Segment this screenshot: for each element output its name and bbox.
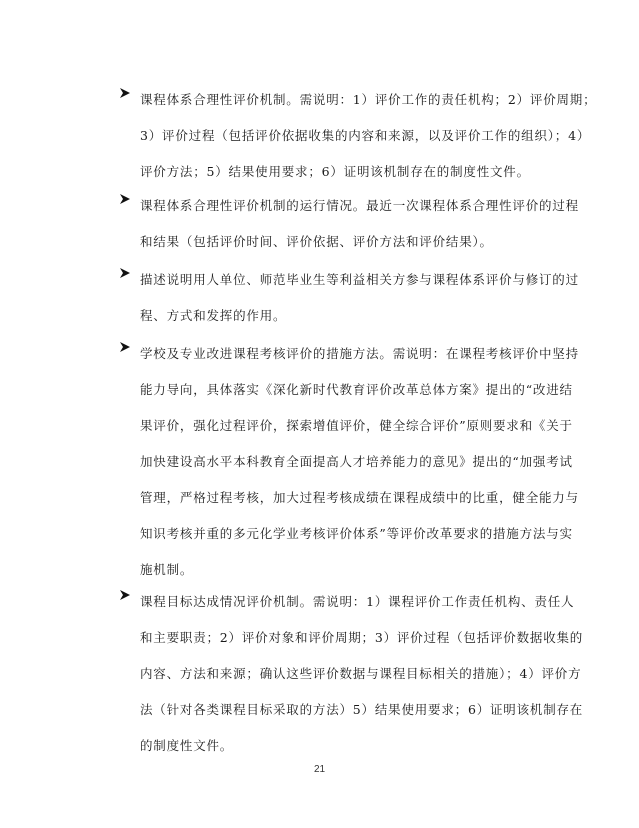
text-line: 程、方式和发挥的作用。 — [140, 308, 287, 323]
text-line: 内容、方法和来源；确认这些评价数据与课程目标相关的措施）；4）评价方 — [140, 666, 582, 681]
bullet-item-3 — [140, 262, 579, 334]
bullet-item-5 — [140, 584, 584, 764]
text-line: 学校及专业改进课程考核评价的措施方法。需说明：在课程考核评价中坚持 — [140, 346, 579, 361]
arrow-bullet-icon — [118, 340, 132, 354]
text-line: 和结果（包括评价时间、评价依据、评价方法和评价结果）。 — [140, 234, 493, 249]
text-line: 课程目标达成情况评价机制。需说明：1）课程评价工作责任机构、责任人 — [140, 594, 575, 609]
text-line: 加快建设高水平本科教育全面提高人才培养能力的意见》提出的“加强考试 — [140, 454, 573, 469]
text-line: 能力导向，具体落实《深化新时代教育评价改革总体方案》提出的“改进结 — [140, 382, 573, 397]
text-line: 3）评价过程（包括评价依据收集的内容和来源，以及评价工作的组织）；4） — [140, 128, 591, 143]
arrow-bullet-icon — [118, 588, 132, 602]
text-line: 法（针对各类课程目标采取的方法）5）结果使用要求；6）证明该机制存在 — [140, 702, 584, 717]
text-line: 果评价，强化过程评价，探索增值评价，健全综合评价”原则要求和《关于 — [140, 418, 573, 433]
text-line: 施机制。 — [140, 562, 194, 577]
text-line: 课程体系合理性评价机制的运行情况。最近一次课程体系合理性评价的过程 — [140, 198, 579, 213]
text-line: 和主要职责；2）评价对象和评价周期；3）评价过程（包括评价数据收集的 — [140, 630, 584, 645]
text-line: 的制度性文件。 — [140, 738, 234, 753]
bullet-item-4 — [140, 336, 579, 588]
text-line: 知识考核并重的多元化学业考核评价体系”等评价改革要求的措施方法与实 — [140, 526, 573, 541]
arrow-bullet-icon — [118, 86, 132, 100]
arrow-bullet-icon — [118, 266, 132, 280]
text-line: 评价方法；5）结果使用要求；6）证明该机制存在的制度性文件。 — [140, 164, 530, 179]
bullet-item-2 — [140, 188, 579, 260]
page-number: 21 — [313, 764, 326, 775]
text-line: 课程体系合理性评价机制。需说明：1）评价工作的责任机构；2）评价周期； — [140, 92, 597, 107]
bullet-item-1 — [140, 82, 597, 190]
text-line: 描述说明用人单位、师范毕业生等利益相关方参与课程体系评价与修订的过 — [140, 272, 579, 287]
text-line: 管理，严格过程考核，加大过程考核成绩在课程成绩中的比重，健全能力与 — [140, 490, 579, 505]
arrow-bullet-icon — [118, 192, 132, 206]
